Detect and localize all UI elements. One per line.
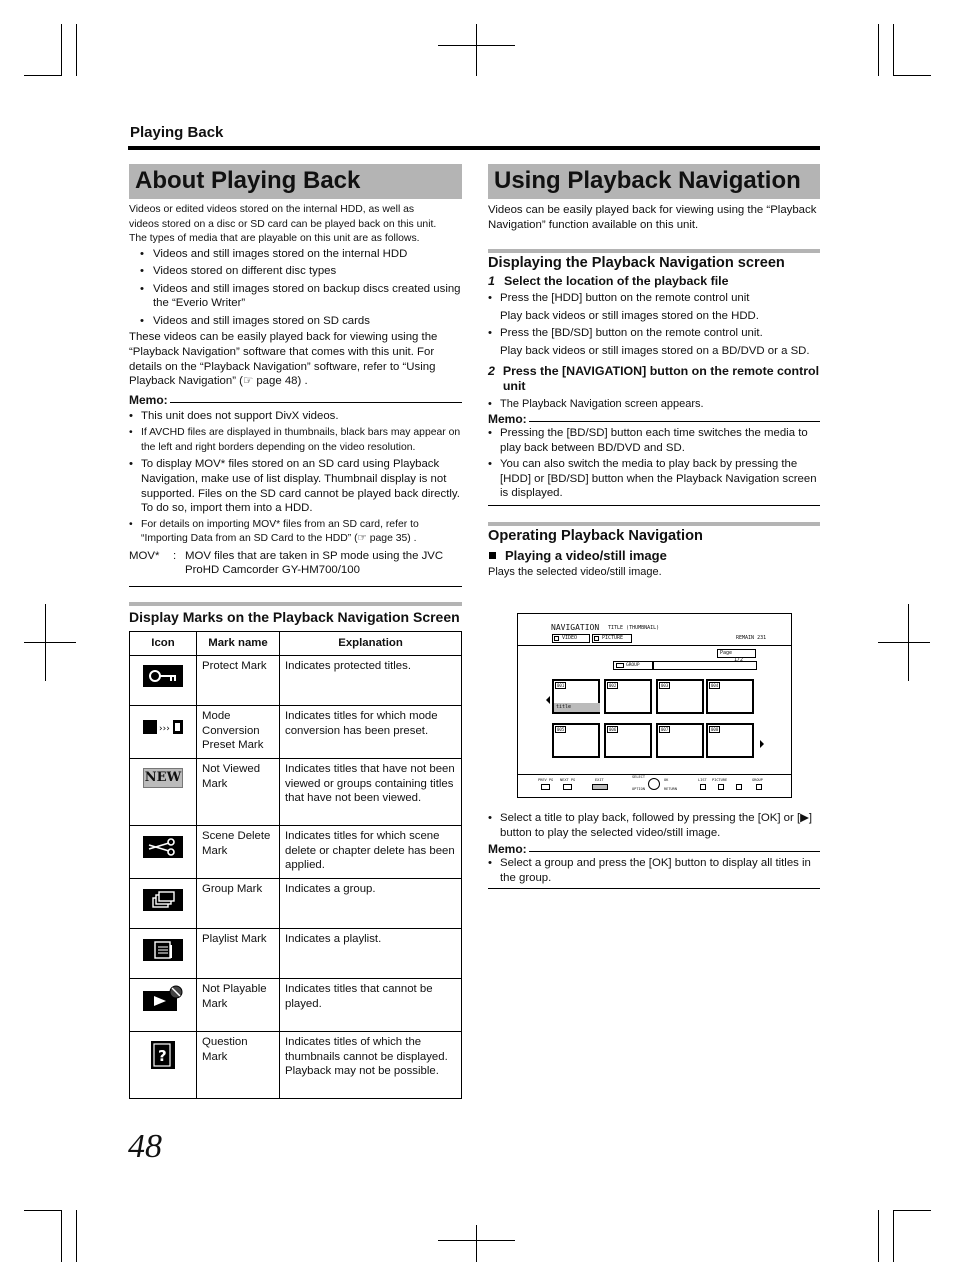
step-sub: Play back videos or still images stored on a BD/DVD or a SD. xyxy=(500,344,810,357)
btn-label: LIST xyxy=(698,778,707,782)
btn-label: NEXT PG xyxy=(560,778,576,782)
mark-explanation: Indicates protected titles. xyxy=(280,656,462,706)
instruction-bullet: • Select a title to play back, followed by pressing the [OK] or [▶] button to play the selected video/still image. xyxy=(488,811,820,840)
step-note: • The Playback Navigation screen appears. xyxy=(488,397,820,412)
btn-label: EXIT xyxy=(595,778,604,782)
marks-heading: Display Marks on the Playback Navigation Screen xyxy=(129,609,460,625)
page-title-right: Using Playback Navigation xyxy=(488,164,820,199)
table-row xyxy=(130,706,462,759)
mark-name: Group Mark xyxy=(197,879,280,929)
btn-label: OK xyxy=(664,778,669,782)
thumbnail[interactable]: 002 xyxy=(604,679,652,714)
memo-heading: Memo: xyxy=(488,842,820,856)
crop-mark xyxy=(878,642,930,643)
crop-mark xyxy=(878,24,879,76)
remain-counter: REMAIN 231 xyxy=(736,635,767,641)
table-row xyxy=(130,759,462,826)
step-2: 2 Press the [NAVIGATION] button on the remote control unit xyxy=(488,363,820,393)
crop-mark xyxy=(908,604,909,681)
table-row xyxy=(130,929,462,979)
table-row xyxy=(130,826,462,879)
mark-name: Scene Delete Mark xyxy=(197,826,280,879)
media-bullet: • Videos and still images stored on SD cards xyxy=(129,314,462,329)
nav-title: NAVIGATION xyxy=(551,623,600,632)
svg-text:?: ? xyxy=(158,1047,167,1065)
header-rule xyxy=(128,146,820,150)
section-heading: Displaying the Playback Navigation screen xyxy=(488,255,785,272)
memo-item: • You can also switch the media to play back by pressing the [HDD] or [BD/SD] button when the Playback Navigation screen is displayed. xyxy=(488,457,820,501)
question-icon xyxy=(151,1041,175,1069)
table-header-row xyxy=(130,632,462,656)
table-row xyxy=(130,879,462,929)
btn-label: PICTURE xyxy=(712,778,728,782)
step-1: 1 Select the location of the playback file xyxy=(488,274,729,289)
next-page-button[interactable] xyxy=(563,784,572,790)
thumbnail[interactable]: 006 xyxy=(604,723,652,758)
crop-mark xyxy=(476,24,477,76)
svg-text:›››: ››› xyxy=(159,724,170,734)
new-icon: NEW xyxy=(143,768,183,788)
tab-picture: PICTURE xyxy=(592,634,632,643)
intro-paragraph: Videos can be easily played back for viewing using the “Playback Navigation” function available on this unit. xyxy=(488,204,817,231)
step-bullet: • Press the [HDD] button on the remote control unit xyxy=(488,291,820,306)
mode-conversion-icon xyxy=(143,717,183,737)
memo-item: • Pressing the [BD/SD] button each time switches the media to play back between BD/DVD and SD. xyxy=(488,426,820,455)
section-label: Playing Back xyxy=(130,124,224,141)
mark-explanation: Indicates titles that have not been viewed or groups containing titles that have not been viewed. xyxy=(280,759,462,826)
mark-name: Not Playable Mark xyxy=(197,979,280,1032)
btn-label: PREV PG xyxy=(538,778,554,782)
mark-name: Protect Mark xyxy=(197,656,280,706)
group-button[interactable] xyxy=(736,784,742,790)
dpad-icon[interactable] xyxy=(648,778,660,790)
btn-label: OPTION xyxy=(632,787,645,791)
intro-line: The types of media that are playable on this unit are as follows. xyxy=(129,233,420,244)
thumbnail[interactable]: 004 xyxy=(706,679,754,714)
protect-key-icon xyxy=(143,665,183,687)
crop-mark xyxy=(45,604,46,681)
left-column xyxy=(129,164,462,1099)
mark-name: Not Viewed Mark xyxy=(197,759,280,826)
step-bullet: • Press the [BD/SD] button on the remote control unit. xyxy=(488,326,820,341)
crop-mark xyxy=(76,1210,77,1262)
group-name-field xyxy=(653,661,757,670)
divider xyxy=(518,645,791,646)
mark-explanation: Indicates a group. xyxy=(280,879,462,929)
crop-mark xyxy=(24,1210,62,1211)
mark-explanation: Indicates titles that cannot be played. xyxy=(280,979,462,1032)
btn-label: GROUP xyxy=(752,778,763,782)
mark-explanation: Indicates titles for which mode conversion has been preset. xyxy=(280,706,462,759)
crop-mark xyxy=(24,75,62,76)
group-icon xyxy=(616,663,624,668)
list-button[interactable] xyxy=(700,784,706,790)
right-column-lower xyxy=(488,811,820,889)
column-header: Explanation xyxy=(280,632,462,656)
memo-heading: Memo: xyxy=(488,412,820,426)
square-bullet-icon xyxy=(489,552,496,559)
exit-button[interactable] xyxy=(592,784,608,790)
column-header: Mark name xyxy=(197,632,280,656)
mark-explanation: Indicates titles of which the thumbnails cannot be displayed. Playback may not be possible. xyxy=(280,1032,462,1099)
memo-item: • Select a group and press the [OK] button to display all titles in the group. xyxy=(488,856,820,885)
mark-name: Mode Conversion Preset Mark xyxy=(197,706,280,759)
subsection-text: Plays the selected video/still image. xyxy=(488,566,662,579)
body-paragraph: These videos can be easily played back for viewing using the “Playback Navigation” software that comes with this unit. For details on the “Playback Navigation” software, refer to “Using Playback Navigation” (☞ page 48) . xyxy=(129,331,438,388)
media-bullet: • Videos and still images stored on backup discs created using the “Everio Writer” xyxy=(129,282,462,311)
group-label: GROUP xyxy=(613,661,653,670)
tab-video: VIDEO xyxy=(552,634,590,643)
btn-label: SELECT xyxy=(632,775,645,779)
page-number: 48 xyxy=(128,1128,162,1165)
thumbnail[interactable]: 007 xyxy=(656,723,704,758)
step-sub: Play back videos or still images stored on the HDD. xyxy=(500,309,759,322)
memo-item: • For details on importing MOV* files from an SD card, refer to “Importing Data from an SD Card to the HDD” (☞ page 35) . xyxy=(129,518,462,547)
crop-mark xyxy=(893,1210,894,1262)
group-icon xyxy=(143,889,183,911)
crop-mark xyxy=(61,1210,62,1262)
table-row xyxy=(130,979,462,1032)
prev-page-button[interactable] xyxy=(541,784,550,790)
crop-mark xyxy=(893,24,894,76)
crop-mark xyxy=(476,1225,477,1262)
crop-mark xyxy=(893,1210,931,1211)
page-title-left: About Playing Back xyxy=(129,164,462,199)
mark-name: Question Mark xyxy=(197,1032,280,1099)
thumbnail[interactable]: 001 title xyxy=(552,679,600,714)
checkbox-icon xyxy=(554,636,559,641)
table-row xyxy=(130,1032,462,1099)
mark-name: Playlist Mark xyxy=(197,929,280,979)
media-bullet: • Videos and still images stored on the internal HDD xyxy=(129,247,462,262)
crop-mark xyxy=(878,1210,879,1262)
btn-label: RETURN xyxy=(664,787,677,791)
crop-mark xyxy=(24,642,76,643)
display-marks-table xyxy=(129,631,462,1099)
divider xyxy=(488,888,820,889)
intro-line: videos stored on a disc or SD card can be played back on this unit. xyxy=(129,218,437,230)
crop-mark xyxy=(893,75,931,76)
media-bullet: • Videos stored on different disc types xyxy=(129,264,462,279)
navigation-screen-illustration xyxy=(517,613,792,798)
intro-line: Videos or edited videos stored on the internal HDD, as well as xyxy=(129,204,415,215)
prev-arrow-icon[interactable] xyxy=(546,696,550,704)
thumbnail[interactable]: 003 xyxy=(656,679,704,714)
memo-item: • If AVCHD files are displayed in thumbnails, black bars may appear on the left and right borders depending on the video resolution. xyxy=(129,426,462,455)
memo-item: • To display MOV* files stored on an SD card using Playback Navigation, make use of list display. Thumbnail display is not supported. Files on the SD card cannot be played back directly. To do so, import them into a HDD. xyxy=(129,457,462,515)
memo-item: • This unit does not support DivX videos. xyxy=(129,409,462,424)
right-column xyxy=(488,164,820,580)
table-row xyxy=(130,656,462,706)
crop-mark xyxy=(76,24,77,76)
playlist-icon xyxy=(143,939,183,961)
divider xyxy=(518,774,791,775)
mark-explanation: Indicates titles for which scene delete or chapter delete has been applied. xyxy=(280,826,462,879)
thumbnail[interactable]: 008 xyxy=(706,723,754,758)
checkbox-icon xyxy=(594,636,599,641)
subsection-heading: Playing a video/still image xyxy=(488,548,820,563)
memo-heading: Memo: xyxy=(129,393,462,407)
page-indicator: Page 1/2 xyxy=(717,649,756,658)
nav-mode: TITLE (THUMBNAIL) xyxy=(608,625,660,631)
section-heading: Operating Playback Navigation xyxy=(488,528,703,545)
thumbnail[interactable]: 005 xyxy=(552,723,600,758)
crop-mark xyxy=(61,24,62,76)
picture-button[interactable] xyxy=(718,784,724,790)
group-button-2[interactable] xyxy=(756,784,762,790)
scissors-icon xyxy=(143,836,183,858)
column-header: Icon xyxy=(130,632,197,656)
next-arrow-icon[interactable] xyxy=(760,740,764,748)
footnote: MOV* : MOV files that are taken in SP mode using the JVC ProHD Camcorder GY-HM700/100 xyxy=(129,549,444,577)
not-playable-icon xyxy=(143,985,183,1011)
mark-explanation: Indicates a playlist. xyxy=(280,929,462,979)
